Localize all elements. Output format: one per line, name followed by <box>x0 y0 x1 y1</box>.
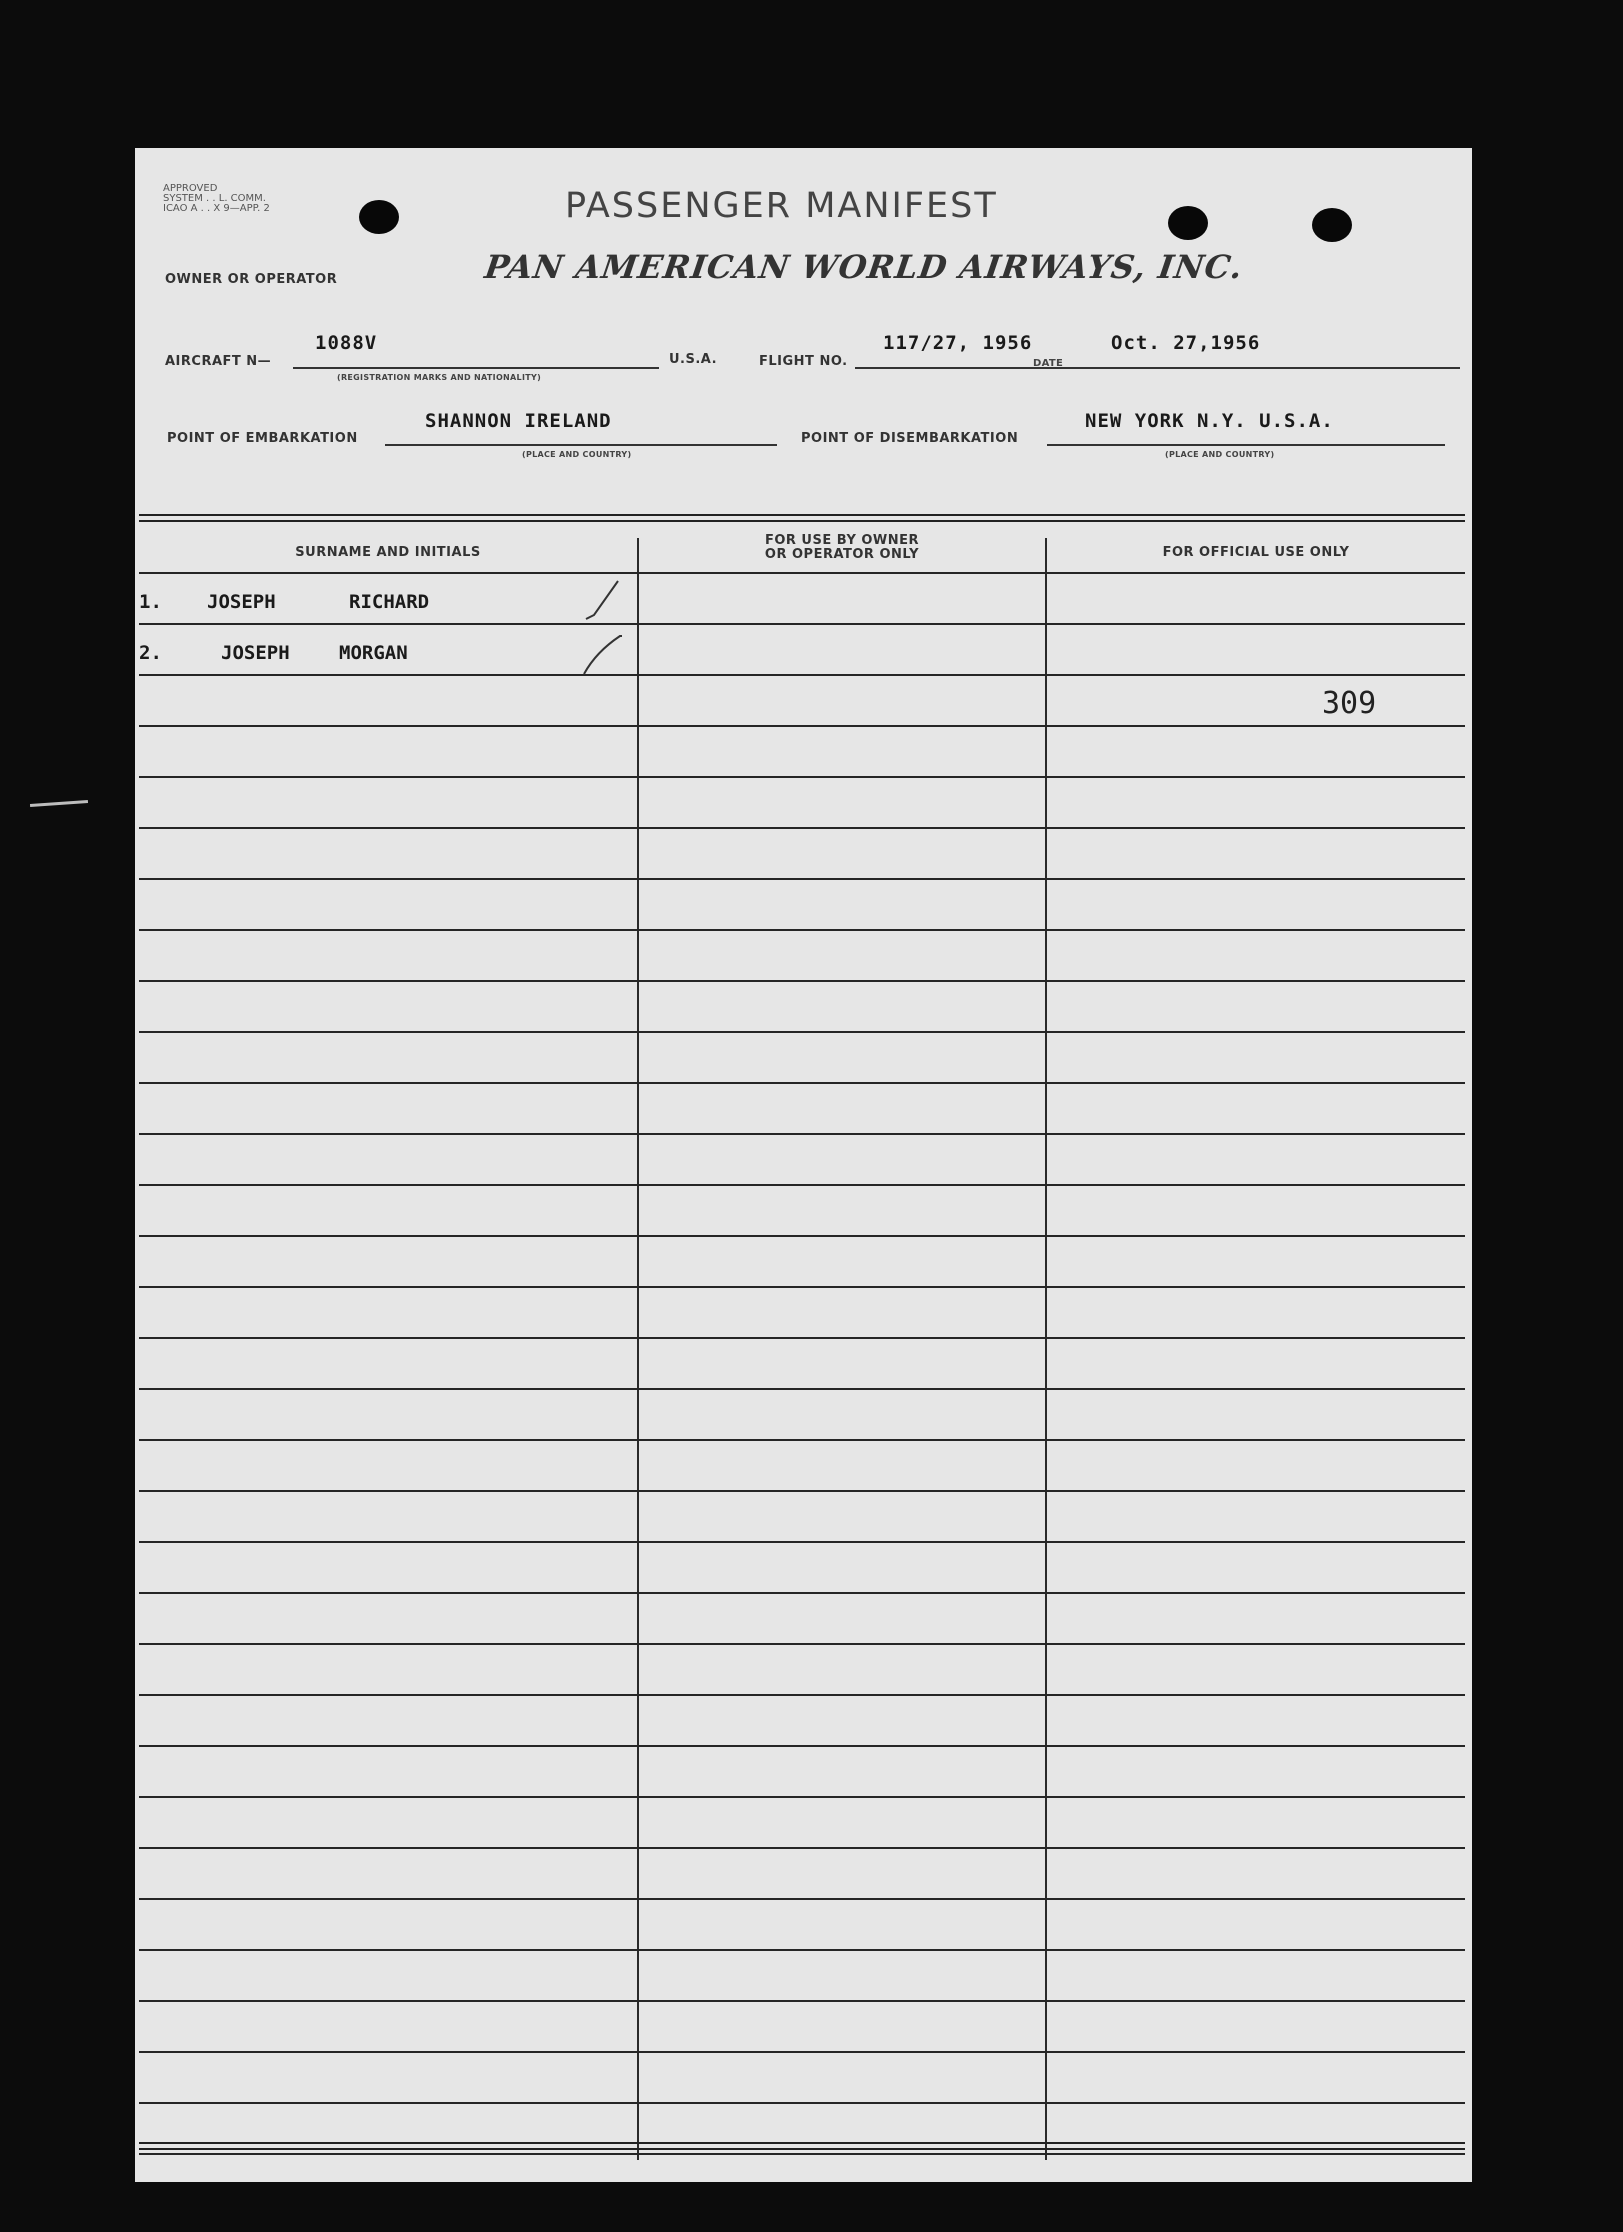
disembarkation-label: POINT OF DISEMBARKATION <box>801 431 1019 446</box>
table-row <box>139 1084 1465 1135</box>
table-row <box>139 1645 1465 1696</box>
table-row <box>139 982 1465 1033</box>
usa-label: U.S.A. <box>669 352 718 367</box>
passenger-table <box>139 526 1465 2166</box>
table-row <box>139 676 1465 727</box>
form-title: PASSENGER MANIFEST <box>565 186 998 226</box>
footer-rule-bottom <box>139 2148 1465 2150</box>
passenger-surname: JOSEPH <box>207 591 276 613</box>
embarkation-value: SHANNON IRELAND <box>425 410 612 432</box>
row-number: 2. <box>139 642 162 664</box>
table-row <box>139 1747 1465 1798</box>
approval-line: ICAO A . . X 9—APP. 2 <box>163 203 270 214</box>
aircraft-underline <box>293 367 659 369</box>
table-row <box>139 1339 1465 1390</box>
table-row <box>139 2053 1465 2104</box>
table-row <box>139 1849 1465 1900</box>
header-row-rule <box>139 523 1465 574</box>
row-number: 1. <box>139 591 162 613</box>
table-row <box>139 1492 1465 1543</box>
column-header-surname: SURNAME AND INITIALS <box>295 545 481 560</box>
official-use-entry: 309 <box>1322 686 1377 721</box>
table-row <box>139 1135 1465 1186</box>
check-mark-icon <box>582 626 622 676</box>
flight-label: FLIGHT NO. <box>759 354 848 369</box>
passenger-surname: JOSEPH <box>221 642 290 664</box>
table-row <box>139 1696 1465 1747</box>
embarkation-underline <box>385 444 777 446</box>
table-row <box>139 829 1465 880</box>
table-row <box>139 1186 1465 1237</box>
table-row <box>139 1441 1465 1492</box>
table-row <box>139 1033 1465 1084</box>
date-value: Oct. 27,1956 <box>1111 332 1261 354</box>
table-row <box>139 931 1465 982</box>
table-row <box>139 1798 1465 1849</box>
aircraft-value: 1088V <box>315 332 378 354</box>
approval-line: APPROVED <box>163 183 218 194</box>
column-header-official: FOR OFFICIAL USE ONLY <box>1162 545 1350 560</box>
approval-stamp <box>163 184 270 214</box>
punch-hole-middle <box>1168 206 1208 240</box>
table-row <box>139 880 1465 931</box>
punch-hole-right <box>1312 208 1352 242</box>
flight-underline <box>855 367 1460 369</box>
operator-name: PAN AMERICAN WORLD AIRWAYS, INC. <box>482 248 1246 286</box>
footer-rule-top <box>139 2142 1465 2144</box>
table-row <box>139 1951 1465 2002</box>
embarkation-label: POINT OF EMBARKATION <box>167 431 358 446</box>
check-mark-icon <box>582 575 622 625</box>
table-row <box>139 1237 1465 1288</box>
row-rule <box>139 2153 1465 2155</box>
passenger-given-name: RICHARD <box>349 591 430 613</box>
owner-label: OWNER OR OPERATOR <box>165 272 338 287</box>
disembarkation-value: NEW YORK N.Y. U.S.A. <box>1085 410 1334 432</box>
table-row <box>139 1390 1465 1441</box>
scan-edge-mark <box>30 800 88 807</box>
header-rule-bottom <box>139 520 1465 522</box>
passenger-given-name: MORGAN <box>339 642 408 664</box>
table-row <box>139 1288 1465 1339</box>
table-row <box>139 2002 1465 2053</box>
column-header-owner-line1: FOR USE BY OWNER <box>764 533 920 548</box>
disembarkation-sublabel: (PLACE AND COUNTRY) <box>1165 450 1275 459</box>
embarkation-sublabel: (PLACE AND COUNTRY) <box>522 450 632 459</box>
aircraft-label: AIRCRAFT N— <box>165 354 272 369</box>
approval-line: SYSTEM . . L. COMM. <box>163 193 266 204</box>
table-row <box>139 625 1465 676</box>
disembarkation-underline <box>1047 444 1445 446</box>
punch-hole-left <box>359 200 399 234</box>
aircraft-sublabel: (REGISTRATION MARKS AND NATIONALITY) <box>337 373 542 382</box>
table-row <box>139 778 1465 829</box>
table-row <box>139 727 1465 778</box>
date-label: DATE <box>1033 358 1064 369</box>
table-row <box>139 1543 1465 1594</box>
header-rule-top <box>139 514 1465 516</box>
table-row <box>139 1900 1465 1951</box>
table-row <box>139 1594 1465 1645</box>
flight-value: 117/27, 1956 <box>883 332 1033 354</box>
column-header-owner-line2: OR OPERATOR ONLY <box>764 547 920 562</box>
manifest-page <box>135 148 1472 2182</box>
table-row <box>139 574 1465 625</box>
